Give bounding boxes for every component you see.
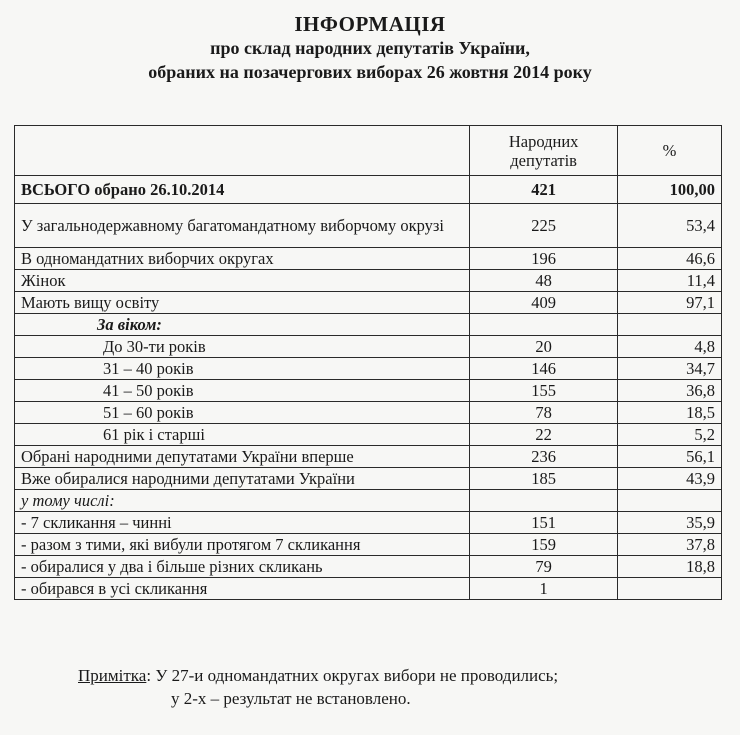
row-label: Жінок: [15, 270, 470, 292]
row-percent: 18,5: [618, 402, 722, 424]
table-row: [15, 534, 722, 556]
row-percent: 36,8: [618, 380, 722, 402]
document-subtitle-line-1: про склад народних депутатів України,: [210, 38, 530, 58]
row-percent: [618, 490, 722, 512]
row-count: 146: [470, 358, 618, 380]
row-count: 159: [470, 534, 618, 556]
row-count: 20: [470, 336, 618, 358]
row-label: 61 рік і старші: [15, 424, 470, 446]
table-row: [15, 270, 722, 292]
header-cell-deputies: Народних депутатів: [470, 126, 618, 176]
table-row: [15, 292, 722, 314]
row-label: - разом з тими, які вибули протягом 7 скликання: [15, 534, 470, 556]
row-label: - обиралися у два і більше різних скликань: [15, 556, 470, 578]
table-row: [15, 336, 722, 358]
row-label: 41 – 50 років: [15, 380, 470, 402]
table-row: [15, 490, 722, 512]
row-label: За віком:: [15, 314, 470, 336]
row-label: - обирався в усі скликання: [15, 578, 470, 600]
row-count: [470, 490, 618, 512]
table-row: [15, 402, 722, 424]
row-percent: 11,4: [618, 270, 722, 292]
table-header-row: [15, 126, 722, 176]
table-row: [15, 468, 722, 490]
row-label: Обрані народними депутатами України вперше: [15, 446, 470, 468]
table-row: [15, 358, 722, 380]
footnote: [78, 664, 558, 710]
row-label: До 30-ти років: [15, 336, 470, 358]
row-count: 22: [470, 424, 618, 446]
row-count: [470, 314, 618, 336]
row-percent: 46,6: [618, 248, 722, 270]
footnote-line-2: у 2-х – результат не встановлено.: [171, 689, 411, 708]
table-row: [15, 512, 722, 534]
table-row: [15, 314, 722, 336]
row-percent: 34,7: [618, 358, 722, 380]
row-percent: 53,4: [618, 204, 722, 248]
footnote-label: Примітка: [78, 666, 147, 685]
table-row: [15, 556, 722, 578]
row-percent: 18,8: [618, 556, 722, 578]
row-count: 196: [470, 248, 618, 270]
row-count: 48: [470, 270, 618, 292]
row-count: 421: [470, 176, 618, 204]
row-label: ВСЬОГО обрано 26.10.2014: [15, 176, 470, 204]
row-label: У загальнодержавному багатомандатному виборчому окрузі: [15, 204, 470, 248]
document-subtitle-line-2: обраних на позачергових виборах 26 жовтня 2014 року: [148, 62, 592, 82]
row-label: Мають вищу освіту: [15, 292, 470, 314]
row-percent: [618, 578, 722, 600]
row-percent: [618, 314, 722, 336]
row-count: 151: [470, 512, 618, 534]
row-count: 225: [470, 204, 618, 248]
table-row: [15, 176, 722, 204]
row-percent: 43,9: [618, 468, 722, 490]
row-count: 1: [470, 578, 618, 600]
row-percent: 56,1: [618, 446, 722, 468]
row-count: 185: [470, 468, 618, 490]
table-row: [15, 424, 722, 446]
row-label: у тому числі:: [15, 490, 470, 512]
row-label: Вже обиралися народними депутатами України: [15, 468, 470, 490]
row-percent: 5,2: [618, 424, 722, 446]
row-percent: 4,8: [618, 336, 722, 358]
row-label: 51 – 60 років: [15, 402, 470, 424]
row-percent: 97,1: [618, 292, 722, 314]
table-row: [15, 204, 722, 248]
table-row: [15, 380, 722, 402]
table-row: [15, 248, 722, 270]
row-percent: 35,9: [618, 512, 722, 534]
row-count: 236: [470, 446, 618, 468]
table-row: [15, 578, 722, 600]
row-count: 78: [470, 402, 618, 424]
row-percent: 100,00: [618, 176, 722, 204]
table-row: [15, 446, 722, 468]
row-label: 31 – 40 років: [15, 358, 470, 380]
row-label: В одномандатних виборчих округах: [15, 248, 470, 270]
row-count: 409: [470, 292, 618, 314]
row-count: 155: [470, 380, 618, 402]
footnote-line-1: : У 27-и одномандатних округах вибори не проводились;: [146, 666, 559, 685]
row-count: 79: [470, 556, 618, 578]
deputies-table: [14, 125, 722, 600]
header-cell-percent: %: [618, 126, 722, 176]
header-cell-label: [15, 126, 470, 176]
row-percent: 37,8: [618, 534, 722, 556]
document-title: ІНФОРМАЦІЯ: [294, 12, 446, 36]
row-label: - 7 скликання – чинні: [15, 512, 470, 534]
